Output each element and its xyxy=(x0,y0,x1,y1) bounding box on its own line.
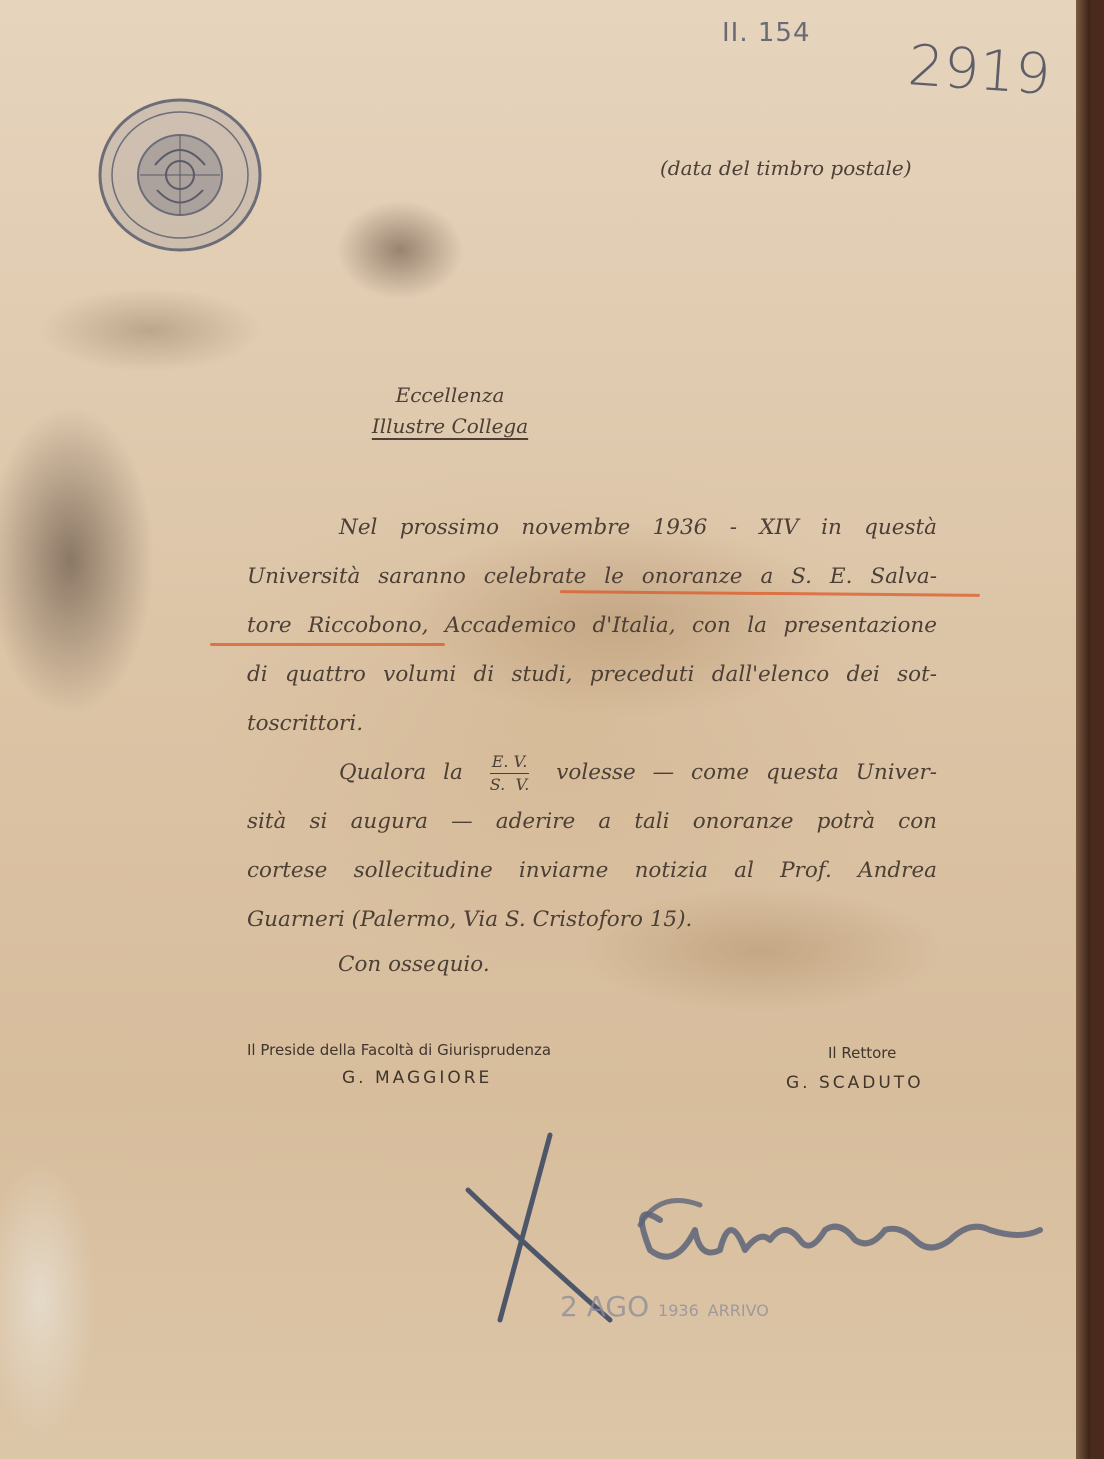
fraction-bottom: S. V. xyxy=(489,774,530,794)
arrival-stamp xyxy=(560,1290,769,1323)
body-line: sità si augura — aderire a tali onoranze potrà con xyxy=(247,809,937,834)
body-line: Università saranno celebrate le onoranze a S. E. Salva- xyxy=(247,564,937,589)
body-line: tore Riccobono, Accademico d'Italia, con la presentazione xyxy=(247,613,937,638)
university-seal-icon xyxy=(95,95,265,255)
closing-greeting: Con ossequio. xyxy=(338,952,490,977)
body-line: cortese sollecitudine inviarne notizia al Prof. Andrea xyxy=(247,858,937,883)
stamp-month: AGO xyxy=(586,1290,650,1323)
postmark-date-note: (data del timbro postale) xyxy=(660,156,912,180)
body-fragment: Qualora la xyxy=(339,760,463,785)
salutation xyxy=(360,380,540,442)
rector-name: G. SCADUTO xyxy=(786,1073,924,1093)
address-fraction xyxy=(490,751,530,796)
body-line: Nel prossimo novembre 1936 - XIV in questà xyxy=(339,515,937,540)
rector-title: Il Rettore xyxy=(828,1044,897,1062)
stamp-year: 1936 xyxy=(658,1301,699,1320)
stamp-day: 2 xyxy=(560,1290,578,1323)
body-fragment: volesse — come questa Univer- xyxy=(556,760,937,785)
archive-reference: II. 154 xyxy=(722,18,811,48)
body-line: toscrittori. xyxy=(247,711,364,736)
archive-number: 2919 xyxy=(905,33,1053,108)
body-line: Guarneri (Palermo, Via S. Cristoforo 15). xyxy=(247,907,693,932)
body-line: di quattro volumi di studi, preceduti dall'elenco dei sot- xyxy=(247,662,937,687)
fraction-top: E. V. xyxy=(490,751,530,774)
stamp-label: ARRIVO xyxy=(707,1301,769,1320)
body-line-fraction xyxy=(247,748,937,797)
salutation-line-2: Illustre Collega xyxy=(371,414,529,438)
salutation-line-1: Eccellenza xyxy=(395,383,505,407)
dean-title: Il Preside della Facoltà di Giurisprudenza xyxy=(247,1041,552,1059)
dean-name: G. MAGGIORE xyxy=(342,1068,493,1088)
page-edge xyxy=(1076,0,1090,1459)
letter-body xyxy=(247,503,937,944)
